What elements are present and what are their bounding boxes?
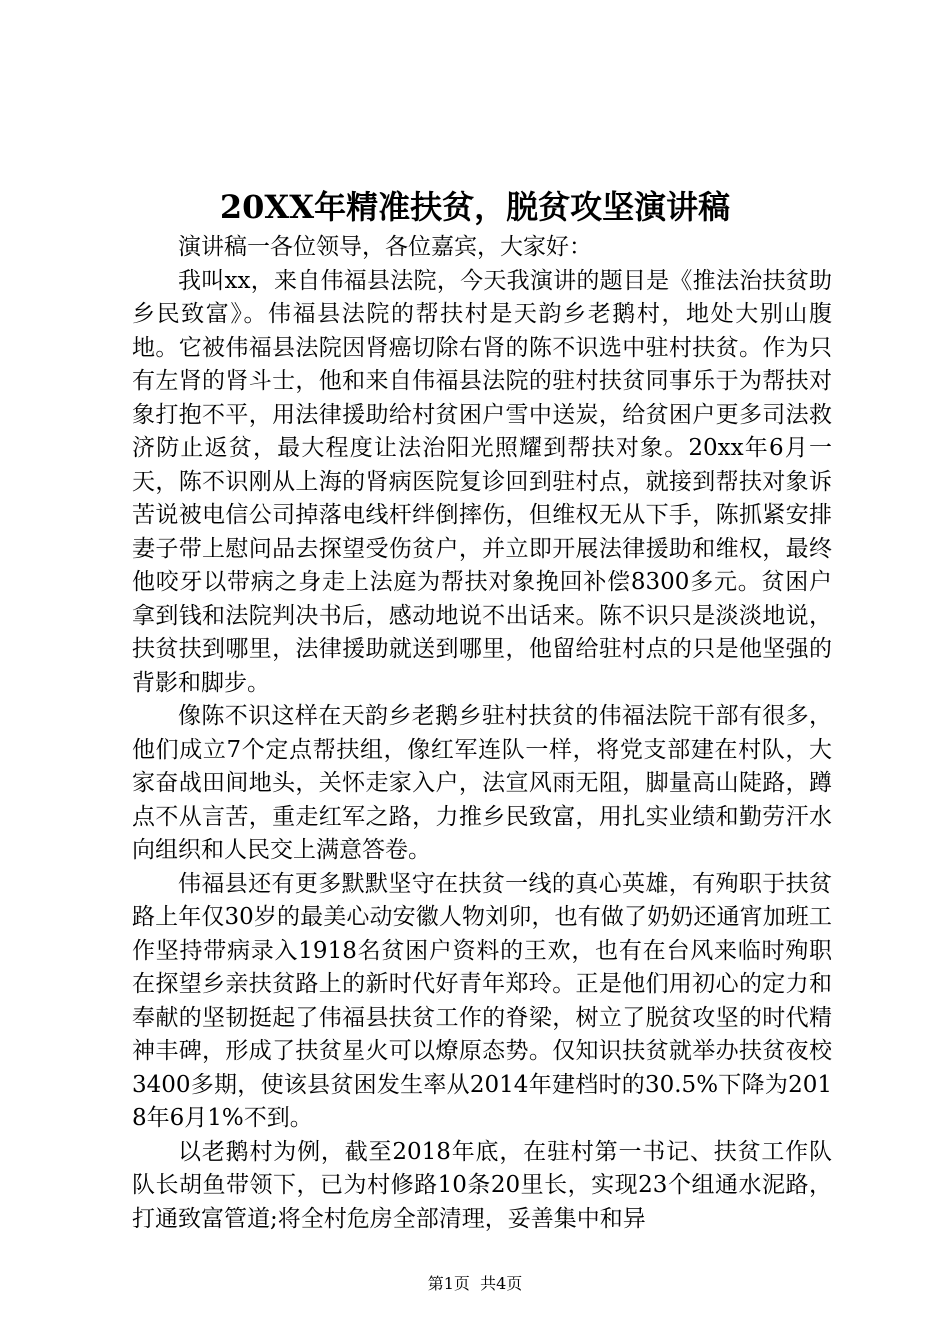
- page-footer: [0, 1273, 950, 1295]
- paragraph-3: 伟福县还有更多默默坚守在扶贫一线的真心英雄，有殉职于扶贫路上年仅30岁的最美心动安徽人物刘卯，也有做了奶奶还通宵加班工作坚持带病录入1918名贫困户资料的王欢，也有在台风来临时殉职在探望乡亲扶贫路上的新时代好青年郑玲。正是他们用初心的定力和奉献的坚韧挺起了伟福县扶贫工作的脊梁，树立了脱贫攻坚的时代精神丰碑，形成了扶贫星火可以燎原态势。仅知识扶贫就举办扶贫夜校3400多期，使该县贫困发生率从2014年建档时的30.5%下降为2018年6月1%不到。: [132, 870, 832, 1131]
- paragraph-greeting: 演讲稿一各位领导，各位嘉宾，大家好：: [178, 234, 592, 260]
- paragraph-1: 我叫xx，来自伟福县法院，今天我演讲的题目是《推法治扶贫助乡民致富》。伟福县法院的帮扶村是天韵乡老鹅村，地处大别山腹地。它被伟福县法院因肾癌切除右肾的陈不识选中驻村扶贫。作为只有左肾的肾斗士，他和来自伟福县法院的驻村扶贫同事乐于为帮扶对象打抱不平，用法律援助给村贫困户雪中送炭，给贫困户更多司法救济防止返贫，最大程度让法治阳光照耀到帮扶对象。20xx年6月一天，陈不识刚从上海的肾病医院复诊回到驻村点，就接到帮扶对象诉苦说被电信公司掉落电线杆绊倒摔伤，但维权无从下手，陈抓紧安排妻子带上慰问品去探望受伤贫户，并立即开展法律援助和维权，最终他咬牙以带病之身走上法庭为帮扶对象挽回补偿8300多元。贫困户拿到钱和法院判决书后，感动地说不出话来。陈不识只是淡淡地说，扶贫扶到哪里，法律援助就送到哪里，他留给驻村点的只是他坚强的背影和脚步。: [132, 267, 832, 696]
- page-total: 共4页: [480, 1274, 523, 1293]
- footer-separator: [470, 1274, 480, 1293]
- page-number: 第1页: [427, 1274, 470, 1293]
- document-title: 20XX年精准扶贫，脱贫攻坚演讲稿: [219, 188, 731, 226]
- document-body: [132, 231, 832, 1236]
- paragraph-4: 以老鹅村为例，截至2018年底，在驻村第一书记、扶贫工作队队长胡鱼带领下，已为村修路10条20里长，实现23个组通水泥路，打通致富管道;将全村危房全部清理，妥善集中和异: [132, 1138, 832, 1232]
- paragraph-2: 像陈不识这样在天韵乡老鹅乡驻村扶贫的伟福法院干部有很多，他们成立7个定点帮扶组，像红军连队一样，将党支部建在村队，大家奋战田间地头，关怀走家入户，法宣风雨无阻，脚量高山陡路，蹲点不从言苦，重走红军之路，力推乡民致富，用扎实业绩和勤劳汗水向组织和人民交上满意答卷。: [132, 703, 832, 863]
